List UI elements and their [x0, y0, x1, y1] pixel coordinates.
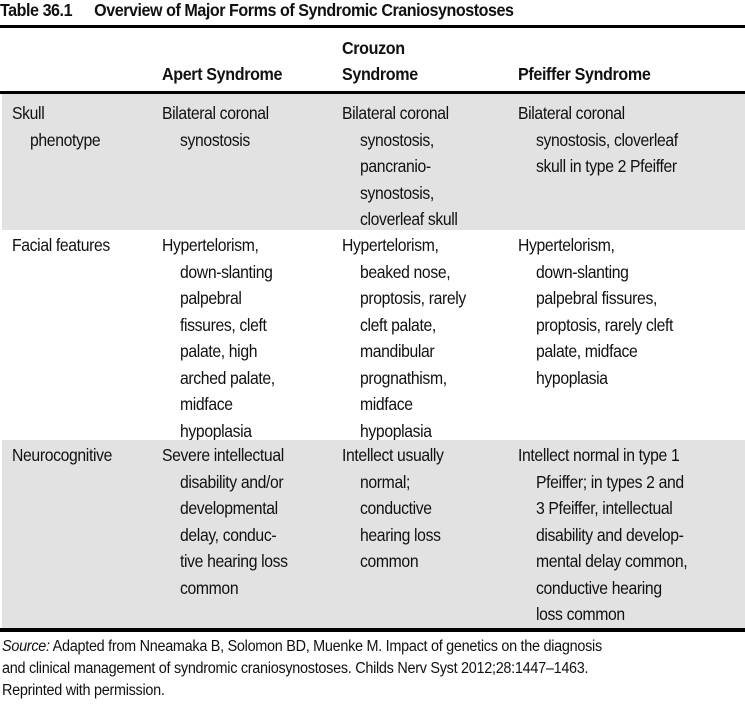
row-label-line: phenotype — [30, 129, 101, 150]
cell-line: skull in type 2 Pfeiffer — [536, 156, 677, 176]
cell-line: developmental — [180, 498, 278, 518]
column-header-crouzon-line2: Syndrome — [342, 64, 418, 84]
cell-line: tive hearing loss — [180, 551, 288, 571]
row-label-line: Neurocognitive — [12, 445, 113, 465]
column-header-crouzon-line1: Crouzon — [342, 38, 405, 58]
cell-line: Hypertelorism, — [162, 235, 259, 255]
source-label: Source: — [2, 638, 50, 655]
cell-pfeiffer — [518, 100, 678, 180]
cell-line: synostosis, — [360, 129, 434, 150]
table-row-neurocognitive — [2, 440, 745, 628]
table-number: Table 36.1 — [0, 0, 73, 20]
cell-line: prognathism, — [360, 367, 447, 388]
cell-line: Hypertelorism, — [518, 235, 615, 255]
row-label — [12, 232, 110, 259]
cell-line: down-slanting — [180, 261, 273, 282]
cell-line: palpebral — [180, 288, 242, 308]
cell-line: conductive hearing — [536, 577, 662, 598]
cell-line: loss common — [536, 604, 625, 624]
cell-line: hypoplasia — [360, 420, 432, 441]
cell-line: arched palate, — [180, 367, 275, 388]
cell-line: down-slanting — [536, 261, 629, 282]
cell-line: hypoplasia — [536, 367, 608, 388]
cell-line: synostosis, — [360, 182, 434, 203]
table-row-facial-features — [2, 230, 745, 440]
cell-line: delay, conduc- — [180, 524, 277, 545]
cell-pfeiffer — [518, 442, 687, 628]
cell-line: Bilateral coronal — [518, 103, 625, 123]
cell-line: mental delay common, — [536, 551, 688, 571]
column-header-apert: Apert Syndrome — [162, 64, 283, 84]
cell-line: Intellect usually — [342, 445, 444, 465]
cell-apert — [162, 232, 275, 444]
cell-line: fissures, cleft — [180, 314, 267, 335]
cell-line: disability and develop- — [536, 524, 684, 545]
cell-line: pancranio- — [360, 156, 431, 176]
cell-line: proptosis, rarely cleft — [536, 314, 674, 335]
cell-line: proptosis, rarely — [360, 288, 466, 308]
cell-line: hearing loss — [360, 524, 441, 545]
row-label — [12, 442, 112, 469]
cell-line: midface — [360, 394, 413, 414]
source-line-3: Reprinted with permission. — [2, 682, 165, 699]
cell-line: palate, midface — [536, 341, 638, 361]
table-source-note — [2, 636, 602, 702]
row-label — [12, 100, 100, 153]
cell-line: mandibular — [360, 341, 435, 361]
cell-apert — [162, 442, 288, 601]
cell-line: palate, high — [180, 341, 258, 361]
cell-line: synostosis, cloverleaf — [536, 129, 678, 150]
cell-line: normal; — [360, 471, 411, 492]
cell-line: disability and/or — [180, 471, 284, 492]
row-label-line: Facial features — [12, 235, 110, 255]
table-header — [0, 28, 745, 91]
cell-line: common — [180, 577, 239, 598]
source-text: Adapted from Nneamaka B, Solomon BD, Muenke M. Impact of genetics on the diagnosis — [49, 638, 602, 655]
bottom-rule — [0, 628, 745, 632]
cell-line: Severe intellectual — [162, 445, 284, 465]
row-label-line: Skull — [12, 103, 45, 123]
cell-line: cleft palate, — [360, 314, 436, 335]
cell-line: Bilateral coronal — [162, 103, 269, 123]
cell-line: Hypertelorism, — [342, 235, 439, 255]
cell-pfeiffer — [518, 232, 673, 391]
cell-line: 3 Pfeiffer, intellectual — [536, 498, 673, 518]
cell-line: beaked nose, — [360, 261, 451, 282]
cell-line: Intellect normal in type 1 — [518, 445, 680, 465]
cell-crouzon — [342, 232, 466, 444]
cell-line: conductive — [360, 498, 432, 518]
cell-line: Pfeiffer; in types 2 and — [536, 471, 684, 492]
cell-line: palpebral fissures, — [536, 288, 657, 308]
table-caption: Overview of Major Forms of Syndromic Craniosynostoses — [94, 0, 514, 20]
cell-line: Bilateral coronal — [342, 103, 449, 123]
table-title — [0, 0, 514, 22]
source-line-2: and clinical management of syndromic craniosynostoses. Childs Nerv Syst 2012;28:1447–1463. — [2, 660, 589, 677]
cell-line: cloverleaf skull — [360, 209, 458, 229]
cell-line: hypoplasia — [180, 420, 252, 441]
cell-crouzon — [342, 100, 458, 233]
cell-line: common — [360, 551, 419, 571]
column-header-pfeiffer: Pfeiffer Syndrome — [518, 64, 651, 84]
table-row-skull-phenotype — [2, 94, 745, 230]
cell-crouzon — [342, 442, 444, 575]
cell-apert — [162, 100, 269, 153]
cell-line: midface — [180, 394, 233, 414]
cell-line: synostosis — [180, 129, 250, 150]
source-line-1 — [2, 636, 602, 658]
